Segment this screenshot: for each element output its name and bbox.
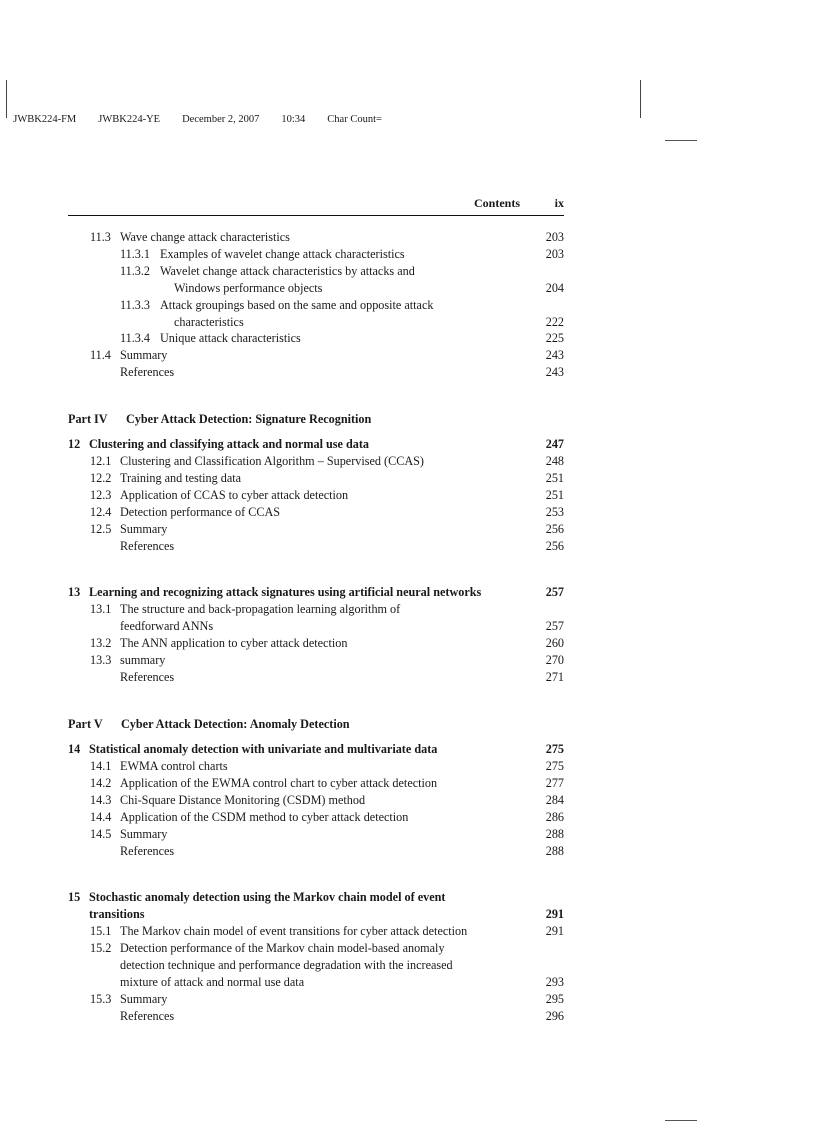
toc-entry-title: Cyber Attack Detection: Signature Recognition bbox=[126, 412, 372, 426]
toc-entry-title: Windows performance objects bbox=[174, 281, 323, 295]
toc-entry bbox=[0, 792, 564, 808]
toc-entry-title: References bbox=[120, 670, 175, 684]
toc-entry-number: 12.3 bbox=[90, 488, 112, 502]
toc-entry-title: Application of CCAS to cyber attack detection bbox=[120, 488, 349, 502]
toc-entry-title: References bbox=[120, 365, 175, 379]
toc-entry-number: 15.1 bbox=[90, 924, 112, 938]
toc-entry-title: Examples of wavelet change attack characteristics bbox=[160, 247, 405, 261]
crop-mark-left bbox=[6, 80, 7, 118]
toc-entry-page: 204 bbox=[545, 281, 564, 295]
toc-entry-number: 11.3.2 bbox=[120, 264, 151, 278]
toc-entry bbox=[0, 246, 564, 262]
toc-chapter-entry bbox=[0, 741, 564, 757]
toc-entry-page: 286 bbox=[545, 810, 564, 824]
toc-chapter-entry bbox=[0, 906, 564, 922]
toc-entry bbox=[0, 314, 564, 330]
toc-entry-page: 257 bbox=[545, 585, 564, 599]
toc-entry-page: 291 bbox=[545, 924, 564, 938]
toc-entry-number: 13 bbox=[68, 585, 81, 599]
toc-entry-title: Clustering and Classification Algorithm – Supervised (CCAS) bbox=[120, 454, 424, 468]
toc-entry-title: The structure and back-propagation learning algorithm of bbox=[120, 602, 401, 616]
toc-part-heading bbox=[0, 411, 564, 427]
toc-entry-title: Statistical anomaly detection with univariate and multivariate data bbox=[89, 742, 438, 756]
toc-entry-number: 14.2 bbox=[90, 776, 112, 790]
toc-entry bbox=[0, 364, 564, 380]
toc-entry-title: Chi-Square Distance Monitoring (CSDM) method bbox=[120, 793, 366, 807]
toc-entry-number: 13.2 bbox=[90, 636, 112, 650]
toc-entry-title: Summary bbox=[120, 348, 168, 362]
toc-entry-title: The ANN application to cyber attack detection bbox=[120, 636, 348, 650]
toc-entry bbox=[0, 453, 564, 469]
toc-entry bbox=[0, 280, 564, 296]
toc-entry-title: Wave change attack characteristics bbox=[120, 230, 290, 244]
toc-entry-page: 257 bbox=[545, 619, 564, 633]
toc-entry-number: 11.3.1 bbox=[120, 247, 151, 261]
toc-entry-number: Part IV bbox=[68, 412, 108, 426]
toc-entry-title: Cyber Attack Detection: Anomaly Detection bbox=[121, 717, 350, 731]
toc-entry-title: Summary bbox=[120, 827, 168, 841]
toc-entry bbox=[0, 843, 564, 859]
toc-entry-number: 13.3 bbox=[90, 653, 112, 667]
toc-entry-title: Summary bbox=[120, 992, 168, 1006]
running-head-title: Contents bbox=[473, 196, 520, 210]
toc-entry bbox=[0, 826, 564, 842]
toc-entry bbox=[0, 991, 564, 1007]
toc-entry-number: 14.3 bbox=[90, 793, 112, 807]
crop-mark-bottom bbox=[665, 1120, 697, 1121]
toc-entry-number: 14.5 bbox=[90, 827, 112, 841]
toc-part-heading bbox=[0, 716, 564, 732]
toc-entry-number: 12 bbox=[68, 437, 81, 451]
toc-entry bbox=[0, 618, 564, 634]
toc-entry-page: 291 bbox=[545, 907, 564, 921]
toc-entry-number: 15.3 bbox=[90, 992, 112, 1006]
toc-entry-title: References bbox=[120, 539, 175, 553]
toc-entry-title: Stochastic anomaly detection using the Markov chain model of event bbox=[89, 890, 446, 904]
toc-entry-page: 295 bbox=[545, 992, 564, 1006]
slug-item: 10:34 bbox=[281, 114, 306, 125]
toc-entry bbox=[0, 669, 564, 685]
slug-item: Char Count= bbox=[327, 114, 382, 125]
toc-entry-title: mixture of attack and normal use data bbox=[120, 975, 305, 989]
toc-entry-title: Learning and recognizing attack signatures using artificial neural networks bbox=[89, 585, 482, 599]
toc-entry-page: 225 bbox=[545, 331, 564, 345]
toc-entry-number: 15 bbox=[68, 890, 81, 904]
toc-entry bbox=[0, 487, 564, 503]
toc-entry bbox=[0, 974, 564, 990]
toc-entry-title: References bbox=[120, 844, 175, 858]
toc-entry-page: 275 bbox=[545, 742, 564, 756]
toc-entry-title: References bbox=[120, 1009, 175, 1023]
toc-entry-page: 260 bbox=[545, 636, 564, 650]
toc-entry-page: 203 bbox=[545, 247, 564, 261]
toc-entry-page: 296 bbox=[545, 1009, 564, 1023]
toc-entry-page: 203 bbox=[545, 230, 564, 244]
toc-entry bbox=[0, 809, 564, 825]
toc-entry-title: Detection performance of the Markov chain model-based anomaly bbox=[120, 941, 445, 955]
toc-entry bbox=[0, 601, 564, 617]
toc-entry-page: 288 bbox=[545, 827, 564, 841]
header-rule bbox=[68, 215, 564, 216]
toc-entry bbox=[0, 775, 564, 791]
toc-entry bbox=[0, 263, 564, 279]
toc-entry-title: Attack groupings based on the same and opposite attack bbox=[160, 298, 434, 312]
toc-entry bbox=[0, 297, 564, 313]
toc-entry-page: 270 bbox=[545, 653, 564, 667]
toc-entry-number: 11.3 bbox=[90, 230, 111, 244]
toc-entry-title: transitions bbox=[89, 907, 145, 921]
toc-entry-title: The Markov chain model of event transitions for cyber attack detection bbox=[120, 924, 468, 938]
toc-entry bbox=[0, 347, 564, 363]
toc-entry-number: 12.5 bbox=[90, 522, 112, 536]
running-head bbox=[68, 196, 564, 214]
crop-mark-top bbox=[665, 140, 697, 141]
toc-entry-page: 251 bbox=[545, 471, 564, 485]
crop-mark-right bbox=[640, 80, 641, 118]
toc-chapter-entry bbox=[0, 584, 564, 600]
toc-entry bbox=[0, 330, 564, 346]
toc-entry bbox=[0, 635, 564, 651]
toc-entry-number: 11.3.3 bbox=[120, 298, 151, 312]
slug-item: JWBK224-YE bbox=[98, 114, 161, 125]
toc-entry bbox=[0, 1008, 564, 1024]
toc-entry-page: 293 bbox=[545, 975, 564, 989]
toc-entry-number: 11.4 bbox=[90, 348, 111, 362]
toc-entry-number: 14.1 bbox=[90, 759, 112, 773]
toc-entry-page: 243 bbox=[545, 365, 564, 379]
toc-entry-page: 248 bbox=[545, 454, 564, 468]
toc-entry bbox=[0, 504, 564, 520]
toc-entry-page: 271 bbox=[545, 670, 564, 684]
toc-chapter-entry bbox=[0, 889, 564, 905]
toc-entry-number: 14 bbox=[68, 742, 81, 756]
toc-entry bbox=[0, 538, 564, 554]
toc-entry-number: 13.1 bbox=[90, 602, 112, 616]
toc-entry-title: EWMA control charts bbox=[120, 759, 228, 773]
toc-entry-page: 277 bbox=[545, 776, 564, 790]
toc-entry-number: 12.2 bbox=[90, 471, 112, 485]
toc-entry-title: Clustering and classifying attack and normal use data bbox=[89, 437, 370, 451]
running-head-page: ix bbox=[554, 196, 564, 210]
toc-entry bbox=[0, 470, 564, 486]
toc-entry-page: 253 bbox=[545, 505, 564, 519]
toc-entry-page: 284 bbox=[545, 793, 564, 807]
toc-entry bbox=[0, 940, 564, 956]
toc-entry-title: detection technique and performance degradation with the increased bbox=[120, 958, 453, 972]
toc-entry-title: Training and testing data bbox=[120, 471, 242, 485]
toc-entry bbox=[0, 229, 564, 245]
toc-entry-page: 247 bbox=[545, 437, 564, 451]
production-slug bbox=[8, 103, 404, 125]
toc-entry-title: Summary bbox=[120, 522, 168, 536]
toc-entry-title: feedforward ANNs bbox=[120, 619, 214, 633]
toc-entry-title: Application of the EWMA control chart to cyber attack detection bbox=[120, 776, 438, 790]
toc-entry-number: 14.4 bbox=[90, 810, 112, 824]
toc-entry-title: Application of the CSDM method to cyber attack detection bbox=[120, 810, 409, 824]
toc-entry-title: characteristics bbox=[174, 315, 244, 329]
toc-entry-title: Wavelet change attack characteristics by attacks and bbox=[160, 264, 415, 278]
toc-entry-number: 12.4 bbox=[90, 505, 112, 519]
toc-entry-page: 222 bbox=[545, 315, 564, 329]
toc-entry bbox=[0, 521, 564, 537]
slug-item: December 2, 2007 bbox=[182, 114, 260, 125]
toc-entry-number: Part V bbox=[68, 717, 103, 731]
toc-entry-title: summary bbox=[120, 653, 166, 667]
toc-chapter-entry bbox=[0, 436, 564, 452]
toc-entry-page: 251 bbox=[545, 488, 564, 502]
toc-entry-page: 243 bbox=[545, 348, 564, 362]
toc-entry-number: 12.1 bbox=[90, 454, 112, 468]
toc-entry bbox=[0, 957, 564, 973]
toc-entry bbox=[0, 923, 564, 939]
toc-entry-number: 11.3.4 bbox=[120, 331, 151, 345]
toc-entry-page: 288 bbox=[545, 844, 564, 858]
toc-entry-title: Unique attack characteristics bbox=[160, 331, 301, 345]
toc-entry-title: Detection performance of CCAS bbox=[120, 505, 281, 519]
toc-entry-page: 275 bbox=[545, 759, 564, 773]
slug-item: JWBK224-FM bbox=[13, 114, 77, 125]
toc-entry-page: 256 bbox=[545, 539, 564, 553]
toc-entry-number: 15.2 bbox=[90, 941, 112, 955]
toc-entry bbox=[0, 652, 564, 668]
toc-entry-page: 256 bbox=[545, 522, 564, 536]
toc-entry bbox=[0, 758, 564, 774]
